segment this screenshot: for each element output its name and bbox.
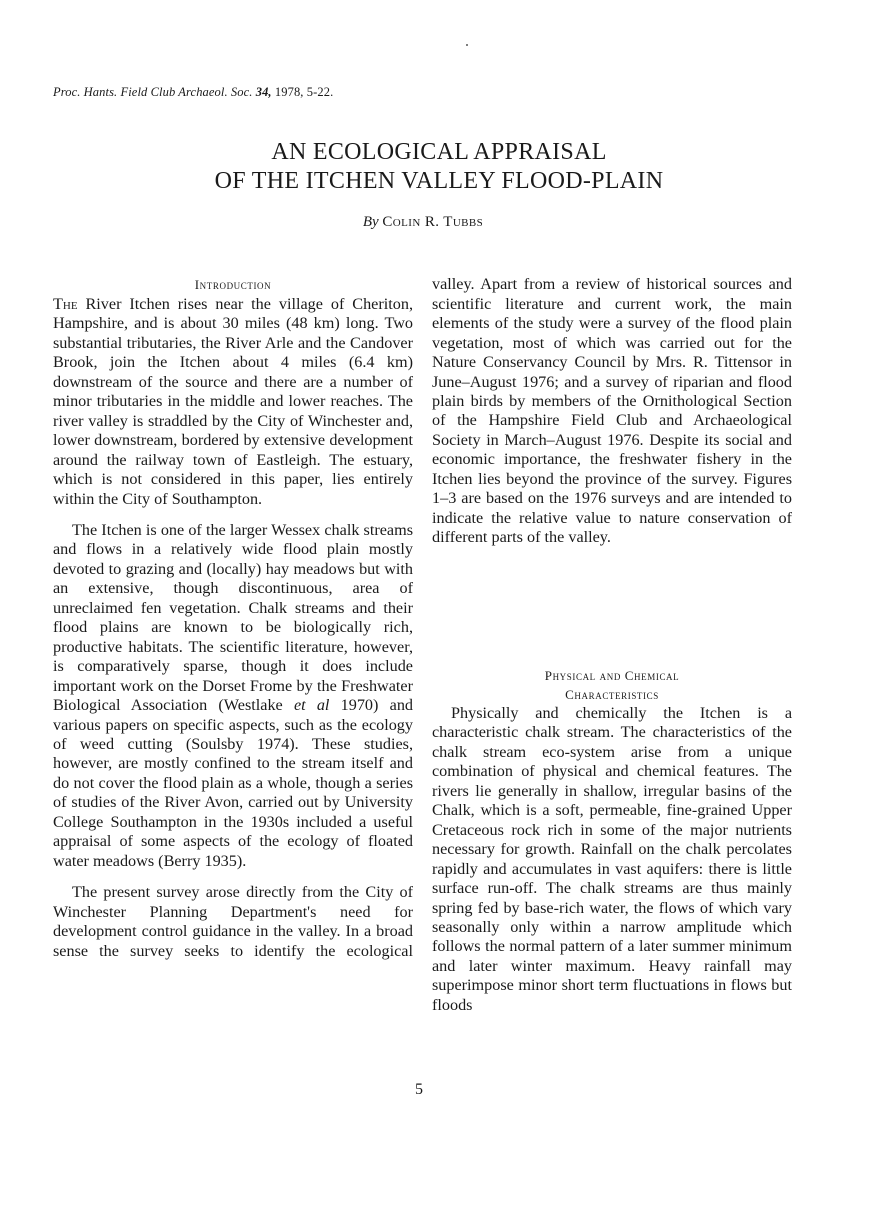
physical-heading-line-1: Physical and Chemical (544, 668, 680, 683)
intro-paragraph-2-b: 1970) and various papers on specific aspects, such as the ecology of weed cutting (Soulsby 1974). These studies, however, are mostly confined to the stream itself and do not cover the flood plain as a whole, though a series of studies of the River Avon, carried out by University College Southampton in the 1930s included a useful appraisal of some aspects of the ecology of floated water meadows (Berry 1935). (53, 696, 414, 870)
intro-paragraph-3-continued (432, 275, 792, 645)
intro-paragraph-1-text: River Itchen rises near the village of Cheriton, Hampshire, and is about 30 miles (48 km) long. Two substantial tributaries, the River Arle and the Candover Brook, join the Itchen about 4 miles (6.4 km) downstream of the source and there are a number of minor tributaries in the middle and lower reaches. The river valley is straddled by the City of Winchester and, lower downstream, bordered by extensive development around the railway town of Eastleigh. The estuary, which is not considered in this paper, lies entirely within the City of Southampton. (53, 295, 413, 508)
byline-author: Colin R. Tubbs (382, 214, 484, 230)
article-title-line-1: AN ECOLOGICAL APPRAISAL (271, 139, 607, 165)
physical-paragraph-1: Physically and chemically the Itchen is a characteristic chalk stream. The characteristics of the chalk stream eco-system arise from a unique combination of physical and chemical features. The rivers lie generally in shallow, irregular basins of the Chalk, which is a soft, permeable, fine-grained Upper Cretaceous rock rich in some of the major nutrients necessary for growth. Rainfall on the chalk percolates rapidly and accumulates in vast aquifers: there is little surface run-off. The chalk streams are thus mainly spring fed by base-rich water, the flows of which vary seasonally only within a narrow amplitude which follows the normal pattern of a later summer minimum and later winter maximum. Heavy rainfall may superimpose minor short term fluctuations in flows but floods (432, 704, 792, 1014)
physical-heading-line-2: Characteristics (565, 687, 659, 702)
intro-paragraph-3 (53, 883, 413, 961)
intro-paragraph-2-a: The Itchen is one of the larger Wessex chalk streams and flows in a relatively wide flood plain mostly devoted to grazing and (locally) hay meadows but with an extensive, though discontinuous, area of unreclaimed fen vegetation. Chalk streams and their flood plains are known to be biologically rich, productive habitats. The scientific literature, however, is comparatively sparse, though it does include important work on the Dorset Frome by the Freshwater Biological Association (Westlake (53, 520, 413, 715)
scan-speck (466, 44, 468, 46)
intro-paragraph-3-overflow (432, 275, 792, 548)
left-column (53, 275, 413, 961)
page-number: 5 (415, 1081, 423, 1098)
introduction-heading: Introduction (194, 277, 272, 292)
intro-paragraph-3-text-continued: valley. Apart from a review of historical sources and scientific literature and current work, the main elements of the study were a survey of the flood plain vegetation, most of which was carried out for the Nature Conservancy Council by Mrs. R. Tittensor in June–August 1976; and a survey of riparian and flood plain birds by members of the Ornithological Section of the Hampshire Field Club and Archaeological Society in March–August 1976. Despite its social and economic importance, the freshwater fishery in the Itchen lies beyond the province of the survey. Figures 1–3 are based on the 1976 surveys and are intended to indicate the relative value to nature conservation of different parts of the valley. (432, 275, 792, 547)
citation-details: 1978, 5-22. (274, 85, 334, 99)
citation-volume: 34, (255, 85, 272, 99)
intro-paragraph-1 (53, 295, 413, 509)
article-title-line-2: OF THE ITCHEN VALLEY FLOOD-PLAIN (214, 168, 664, 194)
citation-line (53, 85, 333, 100)
intro-lead-word: The (53, 295, 78, 313)
byline-by: By (362, 214, 379, 230)
intro-paragraph-2 (53, 521, 413, 871)
right-column (432, 275, 792, 1015)
byline (0, 214, 846, 231)
intro-paragraph-2-etal: et al (293, 696, 330, 715)
citation-journal: Proc. Hants. Field Club Archaeol. Soc. (53, 85, 253, 99)
intro-paragraph-3-text: The present survey arose directly from the City of Winchester Planning Department's need for development control guidance in the valley. In a broad sense the survey seeks to identify the ecological (53, 883, 413, 960)
